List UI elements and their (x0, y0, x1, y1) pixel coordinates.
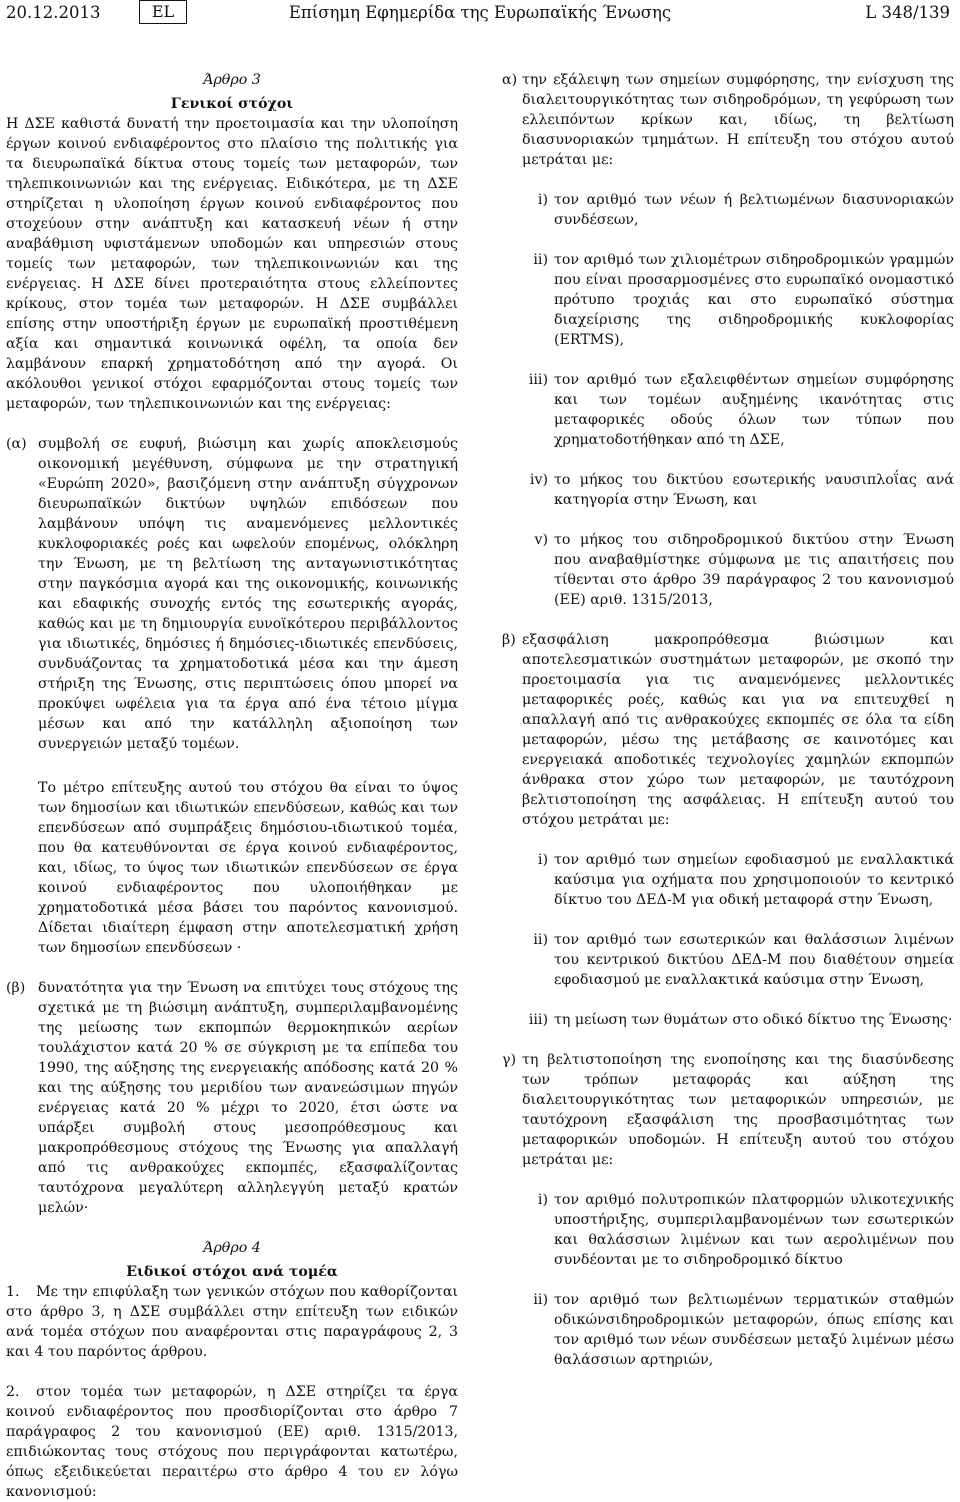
article-3-number: Άρθρο 3 (203, 72, 261, 88)
paragraph-2-mark: 2. (6, 1384, 20, 1400)
language-code-box: EL (139, 0, 187, 24)
paragraph-1-mark: 1. (6, 1284, 20, 1300)
objective-c-mark: γ) (502, 1052, 517, 1068)
list-item: i) τον αριθμό των σημείων εφοδιασμού με εναλλακτικά καύσιμα για οχήματα που χρησιμοποιούν το κεντρικό δίκτυο του ΔΕΔ-Μ για οδική μεταφορά στην Ένωση, (537, 852, 954, 908)
page-reference: L 348/139 (865, 3, 950, 22)
point-alpha-mark: (α) (6, 436, 27, 452)
list-item: i) τον αριθμό των νέων ή βελτιωμένων διασυνοριακών συνδέσεων, (537, 192, 954, 228)
list-item: ii) τον αριθμό των εσωτερικών και θαλάσσιων λιμένων του κεντρικού δικτύου ΔΕΔ-Μ που διαθέτουν σημεία εφοδιασμού με εναλλακτικά καύσιμα στην Ένωση, (533, 932, 954, 988)
objective-b (502, 630, 954, 830)
objective-b-text: εξασφάλιση μακροπρόθεσμα βιώσιμων και αποτελεσματικών συστημάτων μεταφορών, με σκοπό την προετοιμασία για τις αναμενόμενες μελλοντικές μεταφορικές ροές, καθώς και για να επιτευχθεί η απαλλαγή από τις ανθρακούχες εκπομπές σε όλα τα είδη μεταφορών, μέσω της μετάβασης σε καινοτόμες και ενεργειακά αποδοτικές τεχνολογίες χαμηλών εκπομπών άνθρακα στον χώρο των μεταφορών, με ταυτόχρονη βελτιστοποίηση της ασφάλειας. Η επίτευξη αυτού του στόχου μετράται με: (522, 632, 954, 828)
objective-b-items (502, 850, 954, 1030)
article-3-intro: Η ΔΣΕ καθιστά δυνατή την προετοιμασία και την υλοποίηση έργων κοινού ενδιαφέροντος στο πλαίσιο της πολιτικής για τα διευρωπαϊκά δίκτυα στους τομείς των μεταφορών, των τηλεπικοινωνιών και της ενέργειας. Ειδικότερα, με τη ΔΣΕ στηρίζεται η υλοποίηση έργων κοινού ενδιαφέροντος που στοχεύουν στην ανάπτυξη και κατασκευή νέων ή στην αναβάθμιση υφιστάμενων υποδομών και υπηρεσιών στους τομείς των μεταφορών, των τηλεπικοινωνιών και της ενέργειας. Η ΔΣΕ δίνει προτεραιότητα στους ελλείποντες κρίκους, στον τομέα των μεταφορών. Η ΔΣΕ συμβάλλει επίσης στην υποστήριξη έργων με ευρωπαϊκή προστιθέμενη αξία και σημαντικά κοινωνικά οφέλη, τα οποία δεν λαμβάνουν επαρκή χρηματοδότηση από την αγορά. Οι ακόλουθοι γενικοί στόχοι εφαρμόζονται στους τομείς των μεταφορών, των τηλεπικοινωνιών και της ενέργειας: (6, 116, 458, 412)
objective-c-items (502, 1190, 954, 1370)
publication-date: 20.12.2013 (6, 3, 101, 22)
right-column (502, 70, 954, 1370)
paragraph-2 (6, 1382, 458, 1502)
paragraph-1-text: Με την επιφύλαξη των γενικών στόχων που καθορίζονται στο άρθρο 3, η ΔΣΕ συμβάλλει στην επίτευξη των ειδικών ανά τομέα στόχων που αναφέρονται στις παραγράφους 2, 3 και 4 του παρόντος άρθρου. (6, 1284, 458, 1360)
list-item: ii) τον αριθμό των βελτιωμένων τερματικών σταθμών οδικώνσιδηροδρομικών μεταφορών, όπως επίσης και τον αριθμό των νέων συνδέσεων μεταξύ λιμένων μέσω θαλάσσιων αρτηριών, (533, 1292, 954, 1368)
objective-a-text: την εξάλειψη των σημείων συμφόρησης, την ενίσχυση της διαλειτουργικότητας των σιδηροδρόμων, τη γεφύρωση των ελλειπόντων κρίκων και, ιδίως, τη βελτίωση διασυνοριακών τμημάτων. Η επίτευξη του στόχου αυτού μετράται με: (522, 72, 954, 168)
objective-c (502, 1050, 954, 1170)
paragraph-1 (6, 1282, 458, 1362)
article-4-title: Ειδικοί στόχοι ανά τομέα (126, 1264, 338, 1280)
list-item: iii) τη μείωση των θυμάτων στο οδικό δίκτυο της Ένωσης· (528, 1012, 953, 1028)
article-3-title: Γενικοί στόχοι (170, 96, 294, 112)
objective-a (502, 70, 954, 170)
point-beta-mark: (β) (6, 980, 26, 996)
page-header (0, 0, 960, 30)
list-item: i) τον αριθμό πολυτροπικών πλατφορμών υλικοτεχνικής υποστήριξης, συμπεριλαμβανομένων των εσωτερικών και θαλάσσιων λιμένων και των αερολιμένων που συνδέονται με το σιδηροδρομικό δίκτυο (537, 1192, 954, 1268)
list-item: v) το μήκος του σιδηροδρομικού δικτύου στην Ένωση που αναβαθμίστηκε σύμφωνα με τις απαιτήσεις που τίθενται στο άρθρο 39 παράγραφος 2 του κανονισμού (ΕΕ) αριθ. 1315/2013, (534, 532, 954, 608)
article-4-number: Άρθρο 4 (203, 1240, 261, 1256)
point-beta (6, 978, 458, 1218)
paragraph-2-text: στον τομέα των μεταφορών, η ΔΣΕ στηρίζει τα έργα κοινού ενδιαφέροντος που προσδιορίζονται στο άρθρο 7 παράγραφος 2 του κανονισμού (ΕΕ) αριθ. 1315/2013, επιδιώκοντας τους στόχους που περιγράφονται κατωτέρω, όπως εξειδικεύεται περαιτέρω στο άρθρο 4 του εν λόγω κανονισμού: (6, 1384, 458, 1500)
objective-b-mark: β) (502, 632, 516, 648)
list-item: iv) το μήκος του δικτύου εσωτερικής ναυσιπλοΐας ανά κατηγορία στην Ένωση, και (529, 472, 954, 508)
objective-c-text: τη βελτιστοποίηση της ενοποίησης και της διασύνδεσης των τρόπων μεταφοράς και αύξηση της διαλειτουργικότητας των μεταφορικών υπηρεσιών, με ταυτόχρονη εξασφάλιση της προσβασιμότητας των μεταφορικών υποδομών. Η επίτευξη αυτού του στόχου μετράται με: (522, 1052, 954, 1168)
point-alpha-measure: Το μέτρο επίτευξης αυτού του στόχου θα είναι το ύψος των δημοσίων και ιδιωτικών επενδύσεων, καθώς και των επενδύσεων από συμπράξεις δημόσιου-ιδιωτικού τομέα, που θα κατευθύνονται σε έργα κοινού ενδιαφέροντος, και, ιδίως, το ύψος των ιδιωτικών επενδύσεων σε έργα κοινού ενδιαφέροντος που υλοποιήθηκαν με χρηματοδοτικά μέσα βάσει του παρόντος κανονισμού. Δίδεται ιδιαίτερη έμφαση στην αποτελεσματική χρήση των δημοσίων επενδύσεων · (38, 780, 458, 956)
objective-a-mark: α) (502, 72, 518, 88)
point-alpha (6, 434, 458, 958)
journal-title: Επίσημη Εφημερίδα της Ευρωπαϊκής Ένωσης (288, 3, 672, 22)
list-item: iii) τον αριθμό των εξαλειφθέντων σημείων συμφόρησης και των τομέων αυξημένης ικανότητας στις μεταφορικές οδούς όλων των τύπων που χρηματοδοτήθηκαν από τη ΔΣΕ, (528, 372, 954, 448)
point-beta-text: δυνατότητα για την Ένωση να επιτύχει τους στόχους της σχετικά με τη βιώσιμη ανάπτυξη, συμπεριλαμβανομένης της μείωσης των εκπομπών θερμοκηπικών αερίων τουλάχιστον κατά 20 % σε σύγκριση με τα επίπεδα του 1990, της αύξησης της ενεργειακής απόδοσης κατά 20 % και της αύξησης του μεριδίου των ανανεώσιμων πηγών ενέργειας κατά 20 % μέχρι το 2020, έτσι ώστε να υπάρξει συμβολή στους μεσοπρόθεσμους και μακροπρόθεσμους στόχους της Ένωσης για απαλλαγή από τις ανθρακούχες εκπομπές, εξασφαλίζοντας ταυτόχρονα μεγαλύτερη αλληλεγγύη μεταξύ κρατών μελών· (38, 980, 458, 1216)
left-column (6, 70, 458, 1502)
objective-a-items (502, 190, 954, 610)
list-item: ii) τον αριθμό των χιλιομέτρων σιδηροδρομικών γραμμών που είναι προσαρμοσμένες στο ευρωπαϊκό ονομαστικό πρότυπο τροχιάς και στο ευρωπαϊκό σύστημα διαχείρισης της σιδηροδρομικής κυκλοφορίας (ERTMS), (533, 252, 954, 348)
point-alpha-text: συμβολή σε ευφυή, βιώσιμη και χωρίς αποκλεισμούς οικονομική μεγέθυνση, σύμφωνα με την στρατηγική «Ευρώπη 2020», βασιζόμενη στην ανάπτυξη σύγχρονων διευρωπαϊκών δικτύων υψηλών επιδόσεων που λαμβάνουν υπόψη τις αναμενόμενες μελλοντικές κυκλοφοριακές ροές και ωφελούν επομένως, ολόκληρη την Ένωση, με τη βελτίωση της ανταγωνιστικότητας στην παγκόσμια αγορά και της οικονομικής, κοινωνικής και εδαφικής συνοχής εντός της εσωτερικής αγοράς, καθώς και με τη δημιουργία ευνοϊκότερου περιβάλλοντος για ιδιωτικές, δημόσιες ή δημόσιες-ιδιωτικές επενδύσεις, συνδυάζοντας τα χρηματοδοτικά μέσα και την άμεση στήριξη της Ένωσης, στις περιπτώσεις όπου μπορεί να προκύψει ωφέλεια για τα έργα από ένα τέτοιο μίγμα μέσων και από την κατάλληλη αξιοποίηση των συνεργειών μεταξύ τομέων. (38, 436, 458, 752)
